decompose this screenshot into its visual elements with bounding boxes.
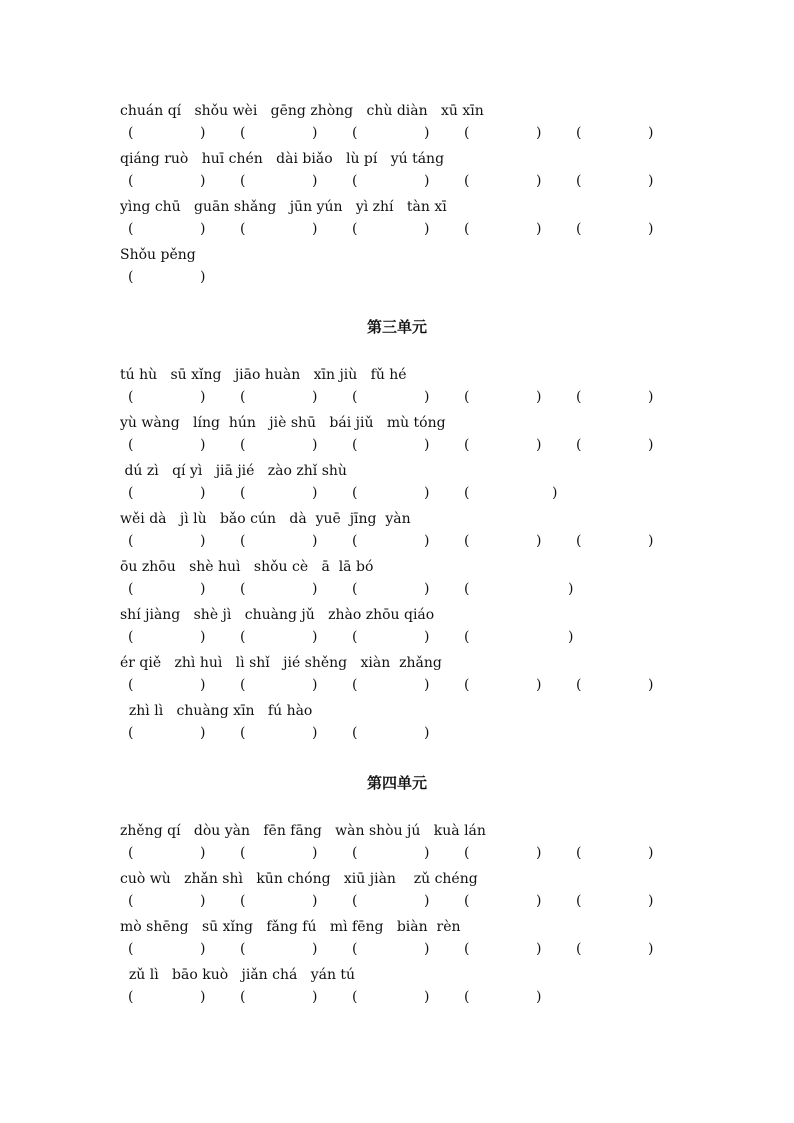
answer-blank-open[interactable]: ( <box>240 629 246 645</box>
answer-blank-open[interactable]: ( <box>240 389 246 405</box>
pinyin-row: zhěng qí dòu yàn fēn fāng wàn shòu jú kuà lán <box>120 823 486 839</box>
answer-blank-open[interactable]: ( <box>464 125 470 141</box>
answer-blank-open[interactable]: ( <box>352 893 358 909</box>
answer-blank-close: ) <box>648 437 654 453</box>
answer-blank-open[interactable]: ( <box>352 725 358 741</box>
answer-blank-close: ) <box>312 581 318 597</box>
answer-blank-open[interactable]: ( <box>576 677 582 693</box>
answer-blank-close: ) <box>424 629 430 645</box>
answer-blank-open[interactable]: ( <box>352 581 358 597</box>
answer-blank-open[interactable]: ( <box>128 725 134 741</box>
answer-blank-open[interactable]: ( <box>464 437 470 453</box>
answer-blank-open[interactable]: ( <box>240 989 246 1005</box>
answer-blank-close: ) <box>200 125 206 141</box>
answer-blank-open[interactable]: ( <box>240 581 246 597</box>
answer-blank-open[interactable]: ( <box>352 845 358 861</box>
answer-blank-close: ) <box>312 893 318 909</box>
answer-blank-close: ) <box>536 125 542 141</box>
answer-blank-close: ) <box>312 173 318 189</box>
answer-blank-open[interactable]: ( <box>128 629 134 645</box>
answer-blank-open[interactable]: ( <box>128 581 134 597</box>
answer-blank-open[interactable]: ( <box>128 893 134 909</box>
answer-blank-close: ) <box>200 485 206 501</box>
pinyin-row: shí jiàng shè jì chuàng jǔ zhào zhōu qiáo <box>120 607 435 623</box>
section-title: 第四单元 <box>366 774 427 792</box>
answer-blank-open[interactable]: ( <box>352 941 358 957</box>
answer-blank-open[interactable]: ( <box>464 845 470 861</box>
pinyin-row: cuò wù zhǎn shì kūn chóng xiū jiàn zǔ chéng <box>120 871 478 887</box>
answer-blank-close: ) <box>648 893 654 909</box>
answer-blank-open[interactable]: ( <box>576 533 582 549</box>
answer-blank-open[interactable]: ( <box>352 533 358 549</box>
answer-blank-open[interactable]: ( <box>128 677 134 693</box>
answer-blank-open[interactable]: ( <box>128 485 134 501</box>
answer-blank-row <box>0 843 794 863</box>
pinyin-row: qiáng ruò huī chén dài biǎo lù pí yú táng <box>120 151 445 167</box>
answer-blank-open[interactable]: ( <box>352 173 358 189</box>
answer-blank-open[interactable]: ( <box>352 629 358 645</box>
answer-blank-open[interactable]: ( <box>240 893 246 909</box>
answer-blank-close: ) <box>536 533 542 549</box>
answer-blank-close: ) <box>424 485 430 501</box>
answer-blank-open[interactable]: ( <box>352 989 358 1005</box>
answer-blank-close: ) <box>200 725 206 741</box>
pinyin-row: tú hù sū xǐng jiāo huàn xīn jiù fǔ hé <box>120 367 407 383</box>
answer-blank-open[interactable]: ( <box>240 677 246 693</box>
answer-blank-open[interactable]: ( <box>576 389 582 405</box>
answer-blank-close: ) <box>568 629 574 645</box>
answer-blank-open[interactable]: ( <box>464 221 470 237</box>
answer-blank-close: ) <box>312 677 318 693</box>
answer-blank-close: ) <box>424 893 430 909</box>
answer-blank-close: ) <box>424 677 430 693</box>
pinyin-row: ér qiě zhì huì lì shǐ jié shěng xiàn zhǎng <box>120 655 442 671</box>
answer-blank-close: ) <box>312 941 318 957</box>
answer-blank-open[interactable]: ( <box>464 485 470 501</box>
answer-blank-close: ) <box>200 893 206 909</box>
answer-blank-open[interactable]: ( <box>352 389 358 405</box>
answer-blank-open[interactable]: ( <box>464 389 470 405</box>
answer-blank-close: ) <box>200 677 206 693</box>
answer-blank-close: ) <box>536 941 542 957</box>
answer-blank-close: ) <box>200 389 206 405</box>
pinyin-row: yìng chū guān shǎng jūn yún yì zhí tàn xī <box>120 199 447 215</box>
answer-blank-open[interactable]: ( <box>352 677 358 693</box>
answer-blank-close: ) <box>424 725 430 741</box>
answer-blank-open[interactable]: ( <box>464 893 470 909</box>
pinyin-row: zhì lì chuàng xīn fú hào <box>120 703 313 719</box>
answer-blank-close: ) <box>200 533 206 549</box>
answer-blank-close: ) <box>648 941 654 957</box>
answer-blank-row <box>0 387 794 407</box>
answer-blank-close: ) <box>536 677 542 693</box>
answer-blank-close: ) <box>536 845 542 861</box>
answer-blank-close: ) <box>200 173 206 189</box>
answer-blank-open[interactable]: ( <box>128 221 134 237</box>
answer-blank-close: ) <box>312 221 318 237</box>
answer-blank-open[interactable]: ( <box>352 485 358 501</box>
answer-blank-close: ) <box>312 845 318 861</box>
answer-blank-row <box>0 219 794 239</box>
answer-blank-close: ) <box>200 941 206 957</box>
answer-blank-close: ) <box>424 125 430 141</box>
answer-blank-row <box>0 675 794 695</box>
answer-blank-open[interactable]: ( <box>576 845 582 861</box>
answer-blank-open[interactable]: ( <box>240 125 246 141</box>
answer-blank-close: ) <box>200 437 206 453</box>
answer-blank-open[interactable]: ( <box>128 533 134 549</box>
answer-blank-close: ) <box>648 845 654 861</box>
answer-blank-open[interactable]: ( <box>240 173 246 189</box>
answer-blank-close: ) <box>552 485 558 501</box>
answer-blank-close: ) <box>312 533 318 549</box>
answer-blank-close: ) <box>648 533 654 549</box>
answer-blank-row <box>0 171 794 191</box>
answer-blank-close: ) <box>536 389 542 405</box>
answer-blank-close: ) <box>424 989 430 1005</box>
answer-blank-open[interactable]: ( <box>240 533 246 549</box>
answer-blank-close: ) <box>312 389 318 405</box>
answer-blank-open[interactable]: ( <box>352 221 358 237</box>
answer-blank-row <box>0 939 794 959</box>
answer-blank-close: ) <box>648 173 654 189</box>
pinyin-row: mò shēng sū xǐng fǎng fú mì fēng biàn rèn <box>120 919 461 935</box>
answer-blank-close: ) <box>312 437 318 453</box>
answer-blank-open[interactable]: ( <box>240 845 246 861</box>
answer-blank-row <box>0 891 794 911</box>
answer-blank-row <box>0 531 794 551</box>
answer-blank-open[interactable]: ( <box>128 173 134 189</box>
answer-blank-open[interactable]: ( <box>128 437 134 453</box>
answer-blank-close: ) <box>312 629 318 645</box>
answer-blank-row <box>0 435 794 455</box>
answer-blank-close: ) <box>648 677 654 693</box>
answer-blank-close: ) <box>424 173 430 189</box>
answer-blank-open[interactable]: ( <box>128 941 134 957</box>
answer-blank-close: ) <box>312 125 318 141</box>
answer-blank-close: ) <box>536 221 542 237</box>
answer-blank-open[interactable]: ( <box>464 629 470 645</box>
answer-blank-row <box>0 723 794 743</box>
answer-blank-close: ) <box>200 221 206 237</box>
answer-blank-close: ) <box>424 845 430 861</box>
pinyin-row: yù wàng líng hún jiè shū bái jiǔ mù tóng <box>120 415 446 431</box>
answer-blank-close: ) <box>200 269 206 285</box>
answer-blank-open[interactable]: ( <box>464 989 470 1005</box>
answer-blank-close: ) <box>648 389 654 405</box>
answer-blank-close: ) <box>312 989 318 1005</box>
answer-blank-open[interactable]: ( <box>576 941 582 957</box>
answer-blank-open[interactable]: ( <box>352 125 358 141</box>
answer-blank-open[interactable]: ( <box>128 845 134 861</box>
answer-blank-close: ) <box>536 437 542 453</box>
answer-blank-open[interactable]: ( <box>128 125 134 141</box>
answer-blank-close: ) <box>424 389 430 405</box>
answer-blank-close: ) <box>536 989 542 1005</box>
answer-blank-close: ) <box>312 485 318 501</box>
answer-blank-open[interactable]: ( <box>128 389 134 405</box>
answer-blank-open[interactable]: ( <box>576 173 582 189</box>
answer-blank-close: ) <box>424 581 430 597</box>
answer-blank-close: ) <box>424 533 430 549</box>
pinyin-row: ōu zhōu shè huì shǒu cè ā lā bó <box>120 559 374 575</box>
answer-blank-close: ) <box>200 581 206 597</box>
pinyin-row: Shǒu pěng <box>120 247 196 263</box>
answer-blank-close: ) <box>568 581 574 597</box>
answer-blank-close: ) <box>200 845 206 861</box>
answer-blank-close: ) <box>424 221 430 237</box>
answer-blank-open[interactable]: ( <box>240 485 246 501</box>
answer-blank-row <box>0 627 794 647</box>
answer-blank-close: ) <box>536 173 542 189</box>
answer-blank-open[interactable]: ( <box>576 893 582 909</box>
answer-blank-open[interactable]: ( <box>576 221 582 237</box>
answer-blank-close: ) <box>536 893 542 909</box>
pinyin-row: wěi dà jì lù bǎo cún dà yuē jīng yàn <box>120 511 411 527</box>
pinyin-row: zǔ lì bāo kuò jiǎn chá yán tú <box>120 967 356 983</box>
answer-blank-open[interactable]: ( <box>240 221 246 237</box>
answer-blank-close: ) <box>200 989 206 1005</box>
answer-blank-open[interactable]: ( <box>464 173 470 189</box>
pinyin-row: dú zì qí yì jiā jié zào zhǐ shù <box>120 463 347 479</box>
answer-blank-open[interactable]: ( <box>464 533 470 549</box>
answer-blank-row <box>0 483 794 503</box>
answer-blank-open[interactable]: ( <box>352 437 358 453</box>
answer-blank-open[interactable]: ( <box>240 941 246 957</box>
answer-blank-close: ) <box>648 125 654 141</box>
answer-blank-row <box>0 579 794 599</box>
answer-blank-open[interactable]: ( <box>576 125 582 141</box>
answer-blank-close: ) <box>200 629 206 645</box>
answer-blank-close: ) <box>424 437 430 453</box>
answer-blank-row <box>0 123 794 143</box>
answer-blank-close: ) <box>648 221 654 237</box>
pinyin-row: chuán qí shǒu wèi gēng zhòng chù diàn xū xīn <box>120 103 484 119</box>
answer-blank-row <box>0 267 794 287</box>
answer-blank-row <box>0 987 794 1007</box>
answer-blank-open[interactable]: ( <box>464 677 470 693</box>
answer-blank-close: ) <box>312 725 318 741</box>
answer-blank-open[interactable]: ( <box>128 989 134 1005</box>
answer-blank-open[interactable]: ( <box>464 581 470 597</box>
answer-blank-close: ) <box>424 941 430 957</box>
answer-blank-open[interactable]: ( <box>576 437 582 453</box>
answer-blank-open[interactable]: ( <box>128 269 134 285</box>
answer-blank-open[interactable]: ( <box>240 725 246 741</box>
section-title: 第三单元 <box>366 318 427 336</box>
answer-blank-open[interactable]: ( <box>240 437 246 453</box>
answer-blank-open[interactable]: ( <box>464 941 470 957</box>
